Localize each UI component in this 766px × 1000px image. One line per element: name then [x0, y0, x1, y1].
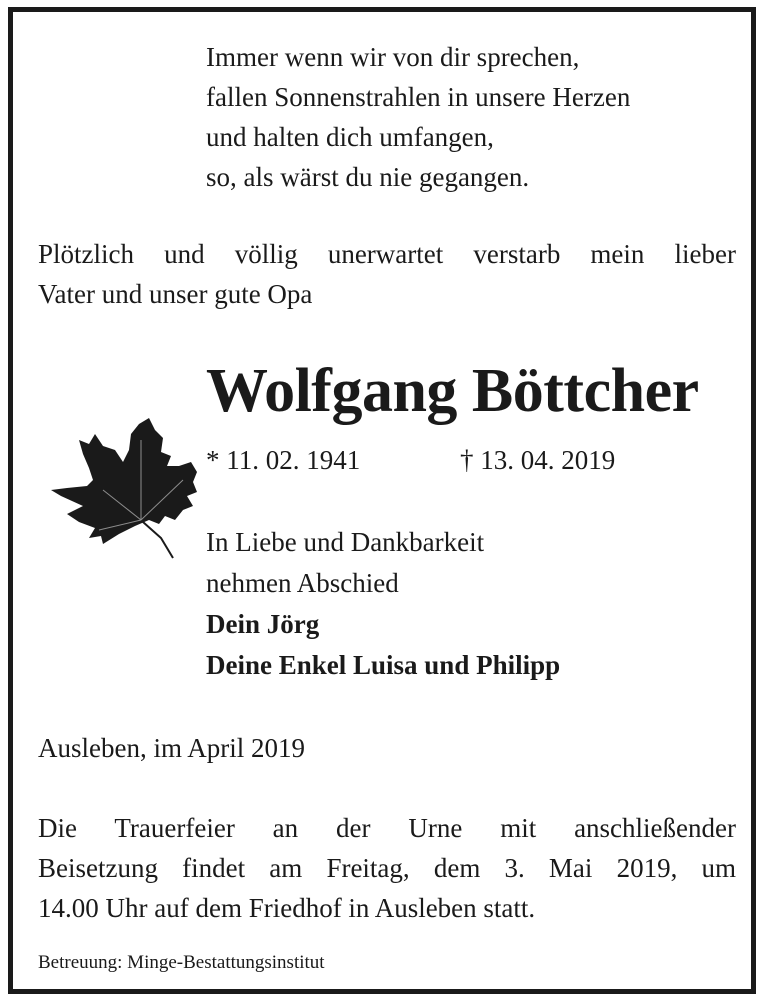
birth-date: * 11. 02. 1941	[206, 445, 361, 475]
poem	[206, 37, 630, 197]
intro-line: Vater und unser gute Opa	[38, 279, 313, 309]
funeral-care-credit: Betreuung: Minge-Bestattungsinstitut	[38, 952, 325, 973]
intro-text	[38, 234, 736, 314]
obituary-frame	[8, 7, 756, 994]
signer: Deine Enkel Luisa und Philipp	[206, 650, 561, 680]
farewell-line: nehmen Abschied	[206, 568, 399, 598]
funeral-notice	[38, 808, 736, 928]
poem-line: fallen Sonnenstrahlen in unsere Herzen	[206, 82, 631, 112]
deceased-name: Wolfgang Böttcher	[206, 357, 699, 425]
signer: Dein Jörg	[206, 609, 320, 639]
funeral-line: Die Trauerfeier an der Urne mit anschließender	[38, 813, 736, 843]
poem-line: Immer wenn wir von dir sprechen,	[206, 42, 580, 72]
intro-line: Plötzlich und völlig unerwartet verstarb mein lieber	[38, 239, 736, 269]
life-dates	[206, 440, 616, 480]
death-date: † 13. 04. 2019	[460, 445, 616, 475]
farewell	[206, 522, 560, 686]
funeral-line: Beisetzung findet am Freitag, dem 3. Mai 2019, um	[38, 853, 736, 883]
poem-line: so, als wärst du nie gegangen.	[206, 162, 530, 192]
poem-line: und halten dich umfangen,	[206, 122, 494, 152]
place-date: Ausleben, im April 2019	[38, 733, 305, 763]
funeral-line: 14.00 Uhr auf dem Friedhof in Ausleben statt.	[38, 893, 536, 923]
maple-leaf-icon	[43, 410, 203, 565]
farewell-line: In Liebe und Dankbarkeit	[206, 527, 485, 557]
